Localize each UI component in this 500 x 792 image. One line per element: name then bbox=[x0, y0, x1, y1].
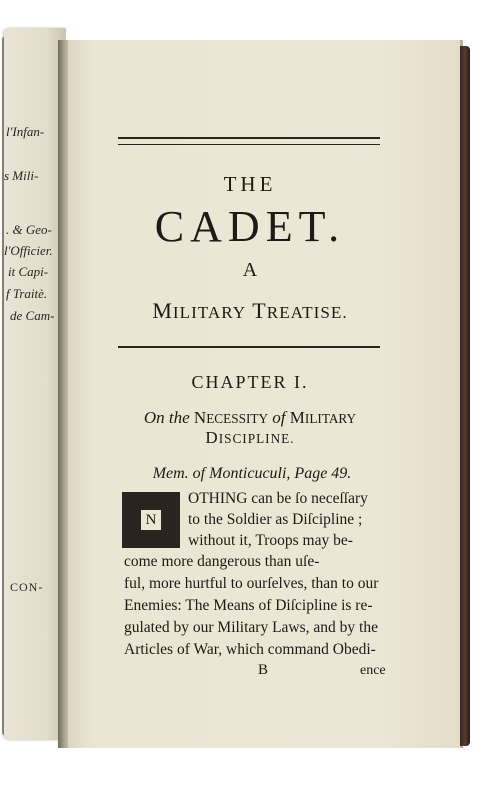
left-page-line: de Cam- bbox=[10, 308, 55, 323]
decorated-initial bbox=[122, 492, 180, 548]
chapter-subheading: On the NECESSITY of MILITARY bbox=[143, 408, 357, 427]
left-page-line: l'Infan- bbox=[6, 124, 45, 139]
signature-mark: B bbox=[258, 662, 269, 678]
left-page-line: . & Geo- bbox=[6, 222, 52, 237]
catchword: ence bbox=[360, 663, 386, 678]
left-page bbox=[4, 28, 66, 740]
source-reference: Mem. of Monticuculi, Page 49. bbox=[152, 465, 352, 482]
title-the: THE bbox=[223, 172, 277, 196]
subtitle-military-treatise: MILITARY TREATISE. bbox=[152, 298, 348, 323]
body-line: to the Soldier as Diſcipline ; bbox=[188, 511, 363, 528]
body-line: OTHING can be ſo neceſſary bbox=[188, 490, 368, 507]
left-page-catchword: CON- bbox=[10, 580, 44, 594]
left-page-line: s Mili- bbox=[4, 168, 39, 183]
section-rule bbox=[118, 346, 380, 348]
body-line: gulated by our Military Laws, and by the bbox=[124, 619, 378, 636]
title-cadet: CADET. bbox=[154, 202, 346, 251]
left-page-line: it Capi- bbox=[8, 264, 49, 279]
body-line: Articles of War, which command Obedi- bbox=[124, 641, 376, 658]
chapter-heading: CHAPTER I. bbox=[191, 372, 309, 392]
book-cover-edge bbox=[460, 46, 470, 746]
initial-letter: N bbox=[141, 510, 161, 530]
body-line: without it, Troops may be- bbox=[188, 532, 353, 549]
double-rule-bottom bbox=[118, 144, 380, 145]
left-page-line: l'Officier. bbox=[4, 243, 53, 258]
double-rule-top bbox=[118, 137, 380, 139]
chapter-subheading-discipline: DISCIPLINE. bbox=[205, 428, 295, 447]
body-line: ful, more hurtful to ourſelves, than to our bbox=[124, 575, 379, 592]
left-page-line: f Traitè. bbox=[6, 286, 48, 301]
title-a: A bbox=[242, 259, 258, 281]
body-line: come more dangerous than uſe- bbox=[124, 553, 320, 570]
body-line: Enemies: The Means of Diſcipline is re- bbox=[124, 597, 373, 614]
